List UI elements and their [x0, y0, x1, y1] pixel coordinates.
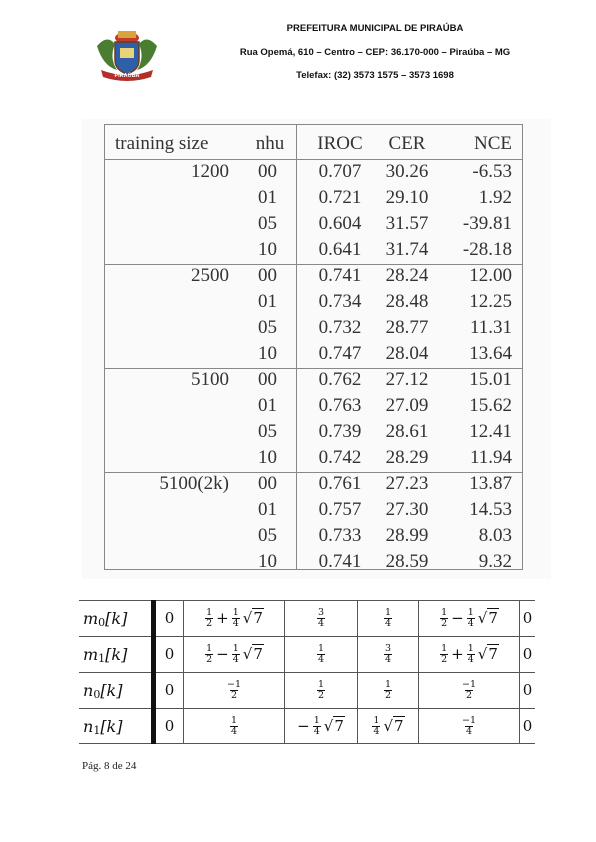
table-row [105, 159, 522, 185]
row-label [79, 600, 153, 636]
table-row [105, 523, 522, 549]
cell-cer: 28.77 [385, 317, 429, 338]
coefficient-cell: $\frac{1}{2}$ [384, 678, 392, 701]
coefficient-cell: $\frac{-1}{4}$ [461, 714, 476, 737]
header-nhu: nhu [255, 133, 285, 154]
cell-iroc: 0.757 [318, 499, 362, 520]
coefficient-cell: $\frac{-1}{2}$ [226, 678, 241, 701]
row-label-base: m [83, 608, 99, 628]
cell-training-size: 2500 [191, 265, 229, 286]
table-row [105, 263, 522, 289]
cell-nhu: 10 [258, 447, 277, 468]
cell-nce: 11.94 [469, 447, 512, 468]
table-row [105, 237, 522, 263]
row-label-arg: [k] [100, 716, 123, 736]
cell-nce: 9.32 [478, 551, 512, 572]
coefficient-cell: $\frac{-1}{2}$ [461, 678, 476, 701]
row-label-sub: 0 [98, 615, 106, 629]
page-number: Pág. 8 de 24 [82, 760, 137, 772]
table-row [105, 185, 522, 211]
results-table-image [82, 119, 551, 579]
cell-nhu: 10 [258, 343, 277, 364]
header-training-size: training size [115, 133, 209, 154]
row-label [79, 636, 153, 672]
row-label-base: n [83, 680, 94, 700]
cell-nce: 15.62 [469, 395, 512, 416]
header-cer: CER [388, 133, 426, 154]
cell-cer: 28.29 [385, 447, 429, 468]
cell-nhu: 10 [258, 239, 277, 260]
cell-training-size: 5100 [191, 369, 229, 390]
cell-iroc: 0.747 [318, 343, 362, 364]
table-row [105, 445, 522, 471]
cell-cer: 28.04 [385, 343, 429, 364]
cell-nce: -6.53 [472, 161, 512, 182]
coefficient-cell: $\frac{1}{4}$ [230, 714, 238, 737]
cell-cer: 28.24 [385, 265, 429, 286]
table-row [105, 289, 522, 315]
cell-iroc: 0.734 [318, 291, 362, 312]
telefax-line: Telefax: (32) 3573 1575 – 3573 1698 [296, 70, 454, 81]
cell-iroc: 0.739 [318, 421, 362, 442]
coefficient-cell: $\frac{1}{2}$ − $\frac{1}{4}$ √7 [206, 642, 263, 665]
header-nce: NCE [474, 133, 512, 154]
cell-cer: 27.09 [385, 395, 429, 416]
cell-nce: 12.00 [469, 265, 512, 286]
coefficient-cell: 0 [164, 645, 175, 663]
table-row [105, 211, 522, 237]
row-label-base: m [83, 644, 99, 664]
table-row [105, 393, 522, 419]
table-header-row [105, 131, 522, 157]
cell-training-size: 5100(2k) [159, 473, 229, 494]
cell-nhu: 05 [258, 525, 277, 546]
row-label-sub: 1 [98, 651, 106, 665]
results-table [104, 124, 523, 570]
coefficient-cell: 0 [522, 609, 533, 627]
coefficient-cell: $\frac{3}{4}$ [317, 606, 325, 629]
cell-iroc: 0.742 [318, 447, 362, 468]
cell-nce: -39.81 [462, 213, 512, 234]
coefficient-cell: 0 [522, 717, 533, 735]
row-label [79, 708, 153, 744]
cell-iroc: 0.763 [318, 395, 362, 416]
row-label-arg: [k] [105, 644, 128, 664]
cell-cer: 31.74 [385, 239, 429, 260]
coefficient-cell: $\frac{1}{4}$ √7 [373, 714, 404, 737]
cell-cer: 29.10 [385, 187, 429, 208]
coefficient-cell: − $\frac{1}{4}$ √7 [297, 714, 344, 737]
cell-nhu: 00 [258, 473, 277, 494]
cell-nce: 8.03 [478, 525, 512, 546]
cell-nce: 13.64 [469, 343, 512, 364]
city-hall-name: PREFEITURA MUNICIPAL DE PIRAÚBA [286, 23, 464, 34]
row-label-arg: [k] [100, 680, 123, 700]
cell-cer: 28.99 [385, 525, 429, 546]
cell-nhu: 05 [258, 317, 277, 338]
cell-iroc: 0.641 [318, 239, 362, 260]
cell-iroc: 0.721 [318, 187, 362, 208]
cell-nce: -28.18 [462, 239, 512, 260]
cell-nce: 13.87 [469, 473, 512, 494]
cell-nce: 15.01 [469, 369, 512, 390]
row-label-arg: [k] [105, 608, 128, 628]
cell-iroc: 0.732 [318, 317, 362, 338]
cell-cer: 28.48 [385, 291, 429, 312]
coefficient-cell: 0 [522, 681, 533, 699]
filter-coefficients-table [79, 600, 535, 744]
filter-coefficients-table-image [79, 596, 539, 751]
cell-nhu: 00 [258, 265, 277, 286]
cell-nhu: 01 [258, 187, 277, 208]
cell-iroc: 0.733 [318, 525, 362, 546]
cell-nce: 12.25 [469, 291, 512, 312]
table-row [105, 549, 522, 575]
cell-iroc: 0.762 [318, 369, 362, 390]
cell-nhu: 01 [258, 291, 277, 312]
cell-cer: 27.30 [385, 499, 429, 520]
table-row [105, 497, 522, 523]
cell-cer: 28.61 [385, 421, 429, 442]
municipal-coat-of-arms-logo [91, 26, 163, 82]
logo-banner-text: PIRAÚBA [114, 73, 140, 79]
coefficient-cell: $\frac{1}{2}$ − $\frac{1}{4}$ √7 [441, 606, 498, 629]
cell-nhu: 00 [258, 161, 277, 182]
cell-nce: 14.53 [469, 499, 512, 520]
cell-cer: 28.59 [385, 551, 429, 572]
cell-nhu: 05 [258, 421, 277, 442]
row-label-sub: 1 [93, 723, 101, 737]
coefficient-cell: 0 [164, 717, 175, 735]
row-label [79, 672, 153, 708]
cell-nhu: 05 [258, 213, 277, 234]
coefficient-cell: $\frac{1}{4}$ [317, 642, 325, 665]
table-row [105, 341, 522, 367]
cell-nhu: 01 [258, 499, 277, 520]
coefficient-cell: $\frac{1}{2}$ + $\frac{1}{4}$ √7 [206, 606, 263, 629]
cell-nhu: 00 [258, 369, 277, 390]
cell-nce: 1.92 [478, 187, 512, 208]
coefficient-cell: $\frac{1}{2}$ + $\frac{1}{4}$ √7 [441, 642, 498, 665]
cell-nce: 11.31 [469, 317, 512, 338]
coefficient-cell: $\frac{1}{2}$ [317, 678, 325, 701]
cell-iroc: 0.707 [318, 161, 362, 182]
row-label-base: n [83, 716, 94, 736]
cell-iroc: 0.741 [318, 551, 362, 572]
cell-training-size: 1200 [191, 161, 229, 182]
header-iroc: IROC [317, 133, 363, 154]
cell-nhu: 01 [258, 395, 277, 416]
cell-iroc: 0.741 [318, 265, 362, 286]
table-row [105, 419, 522, 445]
coefficient-cell: $\frac{3}{4}$ [384, 642, 392, 665]
address-line: Rua Opemá, 610 – Centro – CEP: 36.170-000 – Piraúba – MG [239, 47, 511, 58]
cell-iroc: 0.604 [318, 213, 362, 234]
cell-cer: 31.57 [385, 213, 429, 234]
letterhead [0, 0, 596, 95]
table-row [105, 367, 522, 393]
table-row [105, 315, 522, 341]
coefficient-cell: 0 [522, 645, 533, 663]
table-row [105, 471, 522, 497]
row-label-sub: 0 [93, 687, 101, 701]
cell-nce: 12.41 [469, 421, 512, 442]
cell-nhu: 10 [258, 551, 277, 572]
cell-cer: 27.12 [385, 369, 429, 390]
cell-iroc: 0.761 [318, 473, 362, 494]
coefficient-cell: 0 [164, 609, 175, 627]
cell-cer: 27.23 [385, 473, 429, 494]
cell-cer: 30.26 [385, 161, 429, 182]
coefficient-cell: $\frac{1}{4}$ [384, 606, 392, 629]
coefficient-cell: 0 [164, 681, 175, 699]
